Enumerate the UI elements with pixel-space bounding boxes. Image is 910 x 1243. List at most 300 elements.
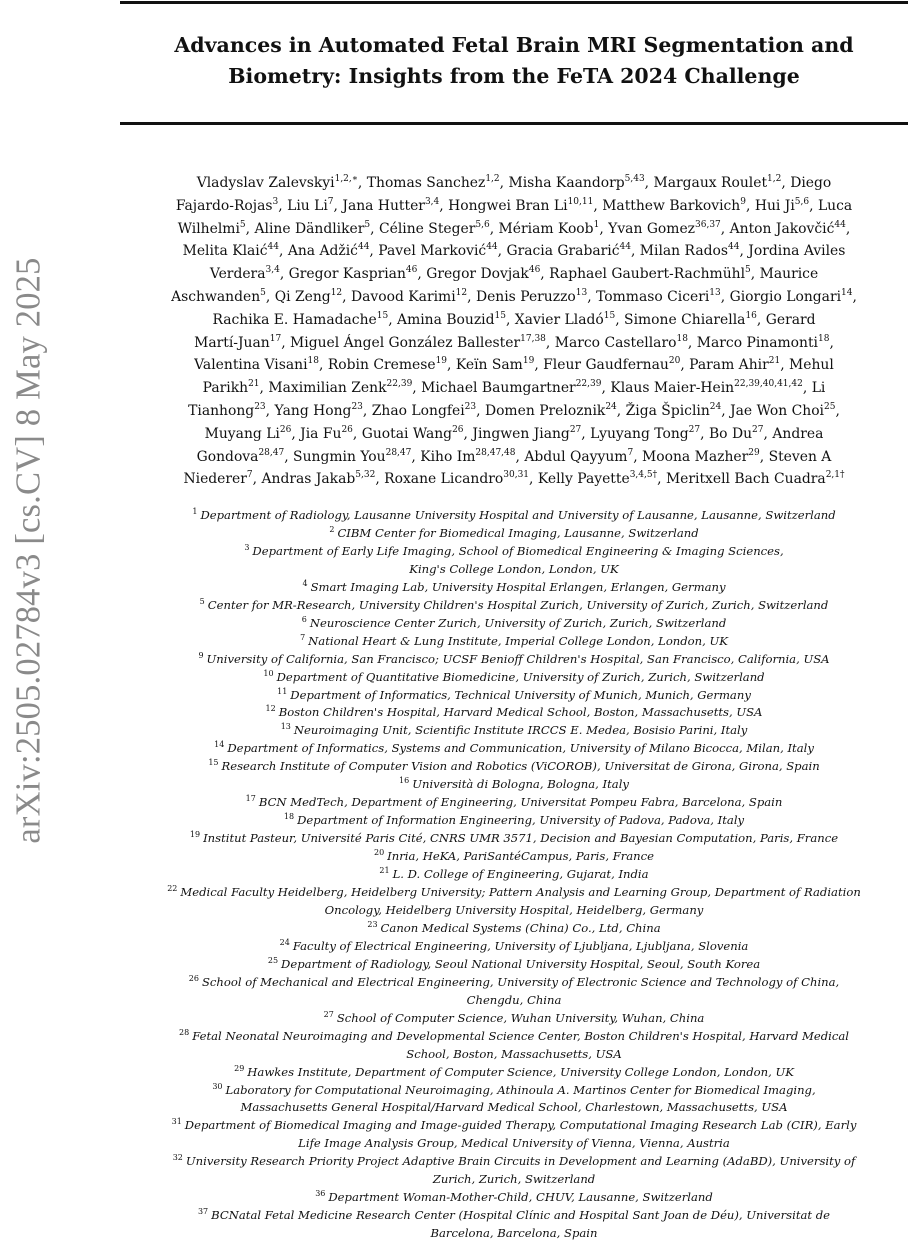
author-name: Gregor Kasprian [288,266,406,283]
author-affiliation-marker: 3,4,5† [629,470,658,481]
author-name: Ana Adžić [287,243,358,260]
author-name: Jia Fu [300,425,342,442]
affiliation-number: 10 [263,668,274,678]
affiliation-line [120,669,908,687]
author-affiliation-marker: 10,11 [567,196,594,207]
author-affiliation-marker: 17 [269,333,282,344]
author-separator: , [333,197,343,214]
author-name: Gerard [765,311,816,328]
author-name: Hui Ji [754,197,795,214]
author-affiliation-marker: 12 [330,287,343,298]
author-name: Aschwanden [171,288,261,305]
author-separator: , [630,243,640,260]
author-affiliation-marker: 5,6 [475,219,490,230]
author-affiliation-marker: 13 [575,287,588,298]
author-affiliation-marker: 26 [452,424,464,435]
author-name: Guotai Wang [361,425,453,442]
author-name: Misha Kaandorp [508,175,625,191]
affiliation-line [120,651,908,669]
affiliation-line [120,920,908,938]
paper-title [120,30,908,92]
affiliation-number: 30 [212,1081,223,1091]
author-affiliation-marker: 27 [752,424,764,435]
author-separator: , [601,380,611,397]
affiliation-text: University of California, San Francisco; UCSF Benioff Children's Hospital, San Francisco, California, USA [206,651,830,666]
author-separator: , [417,266,427,283]
author-list [120,172,908,491]
author-affiliation-marker: 26 [279,424,292,435]
author-name: Anton Jakovčić [729,220,835,237]
author-separator: , [721,402,731,419]
author-separator: , [369,243,379,260]
author-affiliation-marker: 30,31 [503,470,530,481]
author-name: Parikh [202,380,249,397]
affiliation-line [120,507,908,525]
affiliation-text: Department of Quantitative Biomedicine, University of Zurich, Zurich, Switzerland [276,669,765,684]
author-affiliation-marker: 28,47,48 [475,447,516,458]
author-separator: , [739,243,749,260]
affiliation-text: Chengdu, China [466,992,562,1007]
author-name: Vladyslav Zalevskyi [196,175,335,191]
affiliation-number: 18 [283,812,295,822]
author-name: Gracia Grabarić [506,243,620,260]
author-name: Valentina Visani [194,357,308,374]
author-separator: , [781,175,791,191]
author-line [120,446,908,469]
author-separator: , [463,425,473,442]
author-name: Miguel Ángel González Ballester [290,334,521,351]
author-separator: , [615,311,625,328]
author-name: Jae Won Choi [730,402,825,419]
affiliation-number: 21 [379,866,390,876]
author-separator: , [515,448,525,465]
author-separator: , [476,402,485,419]
author-affiliation-marker: 46 [528,265,541,276]
author-separator: , [657,471,666,488]
affiliation-line [120,633,908,651]
author-affiliation-marker: 1,2,∗ [334,174,358,184]
affiliation-line [120,1064,908,1082]
author-line [120,263,908,286]
author-separator: , [284,448,294,465]
author-separator: , [342,288,351,305]
affiliation-text: Canon Medical Systems (China) Co., Ltd, China [380,920,661,935]
author-separator: , [281,334,291,351]
author-line [120,354,908,377]
author-separator: , [252,471,262,488]
affiliation-line [120,794,908,812]
affiliation-line [120,1171,908,1189]
affiliation-text: Department of Informatics, Systems and Communication, University of Milano Bicocca, Milan, Italy [227,741,814,756]
author-line [120,218,908,241]
author-affiliation-marker: 23 [464,401,477,412]
affiliation-text: Life Image Analysis Group, Medical University of Vienna, Vienna, Austria [298,1136,730,1151]
author-affiliation-marker: 3,4 [265,265,280,276]
affiliation-number: 31 [171,1117,182,1127]
author-name: Muyang Li [204,425,280,442]
author-name: Kelly Payette [537,471,630,488]
affiliation-number: 11 [277,686,288,696]
author-separator: , [802,380,812,397]
author-affiliation-marker: 7 [246,470,253,481]
author-affiliation-marker: 2,1† [825,470,845,481]
author-line [120,286,908,309]
author-affiliation-marker: 5,32 [355,470,376,481]
affiliation-number: 4 [302,578,308,588]
affiliation-text: BCN MedTech, Department of Engineering, Universitat Pompeu Fabra, Barcelona, Spain [258,795,783,810]
author-line [120,377,908,400]
author-name: Kiho Im [420,448,476,465]
affiliation-line [120,776,908,794]
author-name: Sungmin You [293,448,386,465]
affiliation-text: Università di Bologna, Bologna, Italy [412,777,629,792]
author-name: Andrea [772,425,824,442]
affiliation-text: Department of Early Life Imaging, School of Biomedical Engineering & Imaging Sciences, [252,543,784,558]
author-name: Rachika E. Hamadache [212,311,377,328]
author-separator: , [540,266,550,283]
author-separator: , [370,220,379,237]
author-name: Steven A [768,448,832,465]
affiliation-number: 15 [208,758,219,768]
author-separator: , [279,266,289,283]
author-separator: , [750,266,760,283]
author-separator: , [278,197,288,214]
author-name: Giorgio Longari [729,288,842,305]
author-affiliation-marker: 44 [834,219,846,230]
author-affiliation-marker: 27 [569,424,582,435]
author-separator: , [352,425,362,442]
affiliation-line [120,1082,908,1100]
author-name: Melita Klaić [182,243,268,260]
affiliation-line [120,884,908,902]
author-separator: , [756,311,766,328]
author-affiliation-marker: 18 [676,333,688,344]
author-affiliation-marker: 22,39 [575,379,602,390]
author-separator: , [845,220,851,237]
author-name: Tianhong [188,402,255,419]
author-separator: , [497,243,507,260]
affiliation-number: 37 [197,1207,209,1217]
author-separator: , [700,425,709,442]
affiliation-line [120,938,908,956]
affiliation-line [120,866,908,884]
affiliation-number: 19 [189,830,201,840]
author-affiliation-marker: 1 [593,219,600,230]
author-affiliation-marker: 44 [357,242,370,253]
author-separator: , [375,471,385,488]
affiliation-text: King's College London, London, UK [409,561,619,576]
affiliation-number: 14 [214,740,225,750]
author-name: Fajardo-Rojas [175,197,273,214]
author-affiliation-marker: 5 [260,287,266,298]
affiliation-line [120,722,908,740]
author-affiliation-marker: 28,47 [258,447,285,458]
affiliation-text: School, Boston, Massachusetts, USA [406,1046,622,1061]
affiliation-text: Department of Radiology, Seoul National University Hospital, Seoul, South Korea [281,956,761,971]
author-name: Raphael Gaubert-Rachmühl [549,266,746,283]
author-affiliation-marker: 21 [248,379,260,390]
author-name: Keïn Sam [455,357,523,374]
author-name: Niederer [183,471,247,488]
author-name: Jordina Aviles [748,243,846,260]
author-name: Roxane Licandro [384,471,504,488]
affiliation-text: Center for MR-Research, University Children's Hospital Zurich, University of Zurich, Zurich, Switzerland [207,597,829,612]
author-name: Denis Peruzzo [475,288,576,305]
author-name: Thomas Sanchez [366,175,486,191]
author-affiliation-marker: 5 [364,219,371,230]
author-name: Bo Du [708,425,753,442]
author-separator: , [357,175,367,191]
author-name: Yang Hong [274,402,352,419]
author-separator: , [412,380,422,397]
affiliation-text: Neuroimaging Unit, Scientific Institute IRCCS E. Medea, Bosisio Parini, Italy [293,723,748,738]
author-separator: , [780,357,790,374]
affiliation-text: Smart Imaging Lab, University Hospital Erlangen, Erlangen, Germany [310,579,726,594]
affiliation-line [120,1117,908,1135]
affiliation-number: 12 [265,704,276,714]
affiliation-line [120,902,908,920]
author-name: Meritxell Bach Cuadra [665,471,826,488]
affiliation-text: CIBM Center for Biomedical Imaging, Lausanne, Switzerland [337,525,699,540]
affiliation-text: Zurich, Zurich, Switzerland [432,1172,596,1187]
author-affiliation-marker: 1,2 [767,174,782,184]
affiliation-line [120,1225,908,1243]
affiliation-line [120,1046,908,1064]
author-name: Michael Baumgartner [421,380,576,397]
affiliation-line [120,974,908,992]
affiliation-line [120,1099,908,1117]
author-name: Verdera [209,266,266,283]
affiliation-number: 27 [323,1009,334,1019]
affiliation-line [120,1207,908,1225]
affiliation-line [120,1135,908,1153]
author-affiliation-marker: 21 [768,356,781,367]
affiliation-line [120,615,908,633]
author-affiliation-marker: 23 [254,401,266,412]
affiliation-line [120,830,908,848]
affiliation-number: 23 [367,919,378,929]
affiliation-number: 25 [267,955,279,965]
affiliation-list [120,507,908,1243]
author-affiliation-marker: 18 [818,333,830,344]
author-separator: , [829,334,834,351]
author-affiliation-marker: 22,39 [386,379,413,390]
author-affiliation-marker: 13 [709,287,721,298]
affiliation-text: Neuroscience Center Zurich, University of Zurich, Zurich, Switzerland [309,615,727,630]
affiliation-text: Department of Informatics, Technical University of Munich, Munich, Germany [290,687,751,702]
affiliation-line [120,579,908,597]
author-name: Mehul [789,357,834,374]
affiliation-number: 32 [172,1153,183,1163]
author-name: Mériam Koob [498,220,594,237]
author-affiliation-marker: 25 [824,401,836,412]
author-separator: , [265,288,275,305]
author-affiliation-marker: 5,43 [624,174,645,184]
author-separator: , [687,334,697,351]
author-affiliation-marker: 36,37 [695,219,721,230]
author-name: Maximilian Zenk [268,380,387,397]
author-separator: , [439,197,449,214]
affiliation-text: Massachusetts General Hospital/Harvard Medical School, Charlestown, Massachusetts, USA [240,1100,788,1115]
author-separator: , [835,402,840,419]
affiliation-line [120,597,908,615]
affiliation-text: Hawkes Institute, Department of Computer Science, University College London, London, UK [247,1064,794,1079]
affiliation-number: 26 [188,973,199,983]
affiliation-number: 5 [199,596,205,606]
author-affiliation-marker: 19 [522,356,535,367]
author-name: Diego [790,175,832,191]
title-line-1: Advances in Automated Fetal Brain MRI Segmentation and [174,33,854,57]
author-separator: , [720,288,730,305]
author-separator: , [593,197,603,214]
author-separator: , [259,380,269,397]
author-separator: , [720,220,730,237]
author-affiliation-marker: 7 [627,447,634,458]
affiliation-line [120,687,908,705]
author-affiliation-marker: 44 [267,242,279,253]
author-affiliation-marker: 15 [494,310,506,321]
author-name: Gondova [196,448,259,465]
author-separator: , [362,402,372,419]
affiliation-text: L. D. College of Engineering, Gujarat, India [392,867,649,882]
author-separator: , [245,220,255,237]
author-separator: , [633,448,643,465]
affiliation-text: Institut Pasteur, Université Paris Cité, CNRS UMR 3571, Decision and Bayesian Computation, Paris, France [203,831,839,846]
author-affiliation-marker: 17,38 [520,333,546,344]
author-affiliation-marker: 15 [376,310,389,321]
affiliation-text: Barcelona, Barcelona, Spain [430,1226,598,1241]
affiliation-text: University Research Priority Project Adaptive Brain Circuits in Development and Learning (AdaBD), University of [185,1154,856,1169]
author-name: Klaus Maier-Hein [610,380,735,397]
affiliation-number: 7 [300,632,306,642]
author-name: Wilhelmi [177,220,240,237]
author-name: Simone Chiarella [624,311,746,328]
author-affiliation-marker: 27 [688,424,701,435]
affiliation-text: Medical Faculty Heidelberg, Heidelberg University; Pattern Analysis and Learning Group, Department of Radiation [180,885,861,900]
author-name: Luca [817,197,853,214]
affiliation-number: 22 [167,884,178,894]
author-name: Matthew Barkovich [602,197,741,214]
author-name: Margaux Roulet [653,175,768,191]
author-affiliation-marker: 16 [745,310,757,321]
title-line-2: Biometry: Insights from the FeTA 2024 Challenge [228,64,800,88]
author-line [120,332,908,355]
affiliation-text: Laboratory for Computational Neuroimaging, Athinoula A. Martinos Center for Biomedical Imaging, [225,1082,816,1097]
author-separator: , [545,334,555,351]
affiliation-text: Inria, HeKA, PariSantéCampus, Paris, France [387,849,655,864]
affiliation-number: 9 [198,650,204,660]
title-top-rule [120,1,908,4]
author-line [120,195,908,218]
author-separator: , [489,220,499,237]
author-affiliation-marker: 14 [841,287,853,298]
affiliation-number: 28 [179,1027,190,1037]
author-separator: , [759,448,769,465]
affiliation-number: 6 [301,614,307,624]
author-separator: , [505,311,515,328]
author-name: Marco Castellaro [554,334,677,351]
author-name: Param Ahir [689,357,769,374]
author-affiliation-marker: 3 [272,196,279,207]
affiliation-text: Fetal Neonatal Neuroimaging and Developmental Science Center, Boston Children's Hospital, Harvard Medical [192,1028,849,1043]
author-name: Abdul Qayyum [524,448,628,465]
author-name: Pavel Marković [378,243,487,260]
affiliation-text: BCNatal Fetal Medicine Research Center (Hospital Clínic and Hospital Sant Joan de Déu), Universitat de [211,1208,831,1223]
author-name: Martí-Juan [194,334,270,351]
author-name: Maurice [759,266,819,283]
author-name: Gregor Dovjak [426,266,529,283]
author-name: Andras Jakab [261,471,356,488]
author-line [120,400,908,423]
author-separator: , [644,175,654,191]
affiliation-line [120,1028,908,1046]
author-affiliation-marker: 24 [709,401,722,412]
author-separator: , [467,288,476,305]
author-affiliation-marker: 44 [728,242,740,253]
affiliation-line [120,740,908,758]
author-line [120,423,908,446]
author-name: Li [811,380,826,397]
author-separator: , [616,402,626,419]
author-name: Yvan Gomez [608,220,695,237]
author-name: Tommaso Ciceri [596,288,710,305]
author-affiliation-marker: 5 [745,265,751,276]
affiliation-line [120,1010,908,1028]
author-name: Céline Steger [378,220,476,237]
affiliation-number: 13 [280,722,291,732]
author-separator: , [499,175,509,191]
author-name: Žiga Špiclin [625,402,710,419]
author-separator: , [534,357,544,374]
author-affiliation-marker: 46 [405,265,418,276]
affiliation-number: 20 [373,848,385,858]
affiliation-line [120,561,908,579]
affiliation-text: Department Woman-Mother-Child, CHUV, Lausanne, Switzerland [328,1190,713,1205]
author-affiliation-marker: 3,4 [424,196,440,207]
author-name: Milan Rados [639,243,728,260]
affiliation-line [120,848,908,866]
author-affiliation-marker: 15 [603,310,616,321]
affiliation-number: 2 [329,524,335,534]
author-affiliation-marker: 12 [455,287,468,298]
author-name: Lyuyang Tong [590,425,689,442]
author-line [120,468,908,491]
author-line [120,172,908,195]
affiliation-number: 29 [234,1063,245,1073]
affiliation-text: Research Institute of Computer Vision and Robotics (ViCOROB), Universitat de Girona, Girona, Spain [221,759,820,774]
author-name: Qi Zeng [274,288,331,305]
title-bottom-rule [120,122,908,125]
affiliation-text: Boston Children's Hospital, Harvard Medical School, Boston, Massachusetts, USA [278,705,763,720]
affiliation-text: Department of Information Engineering, University of Padova, Padova, Italy [297,813,745,828]
author-affiliation-marker: 7 [327,196,334,207]
author-name: Zhao Longfei [371,402,465,419]
affiliation-text: School of Mechanical and Electrical Engineering, University of Electronic Science and Technology of China, [201,974,840,989]
author-separator: , [680,357,690,374]
affiliation-line [120,704,908,722]
author-name: Domen Preloznik [484,402,606,419]
affiliation-line [120,1189,908,1207]
author-separator: , [809,197,818,214]
author-affiliation-marker: 29 [748,447,760,458]
author-separator: , [587,288,597,305]
author-separator: , [291,425,301,442]
author-affiliation-marker: 24 [605,401,617,412]
author-separator: , [529,471,538,488]
affiliation-text: Department of Radiology, Lausanne University Hospital and University of Lausanne, Lausanne, Switzerland [200,508,836,522]
author-separator: , [852,288,857,305]
affiliation-text: School of Computer Science, Wuhan University, Wuhan, China [336,1010,705,1025]
